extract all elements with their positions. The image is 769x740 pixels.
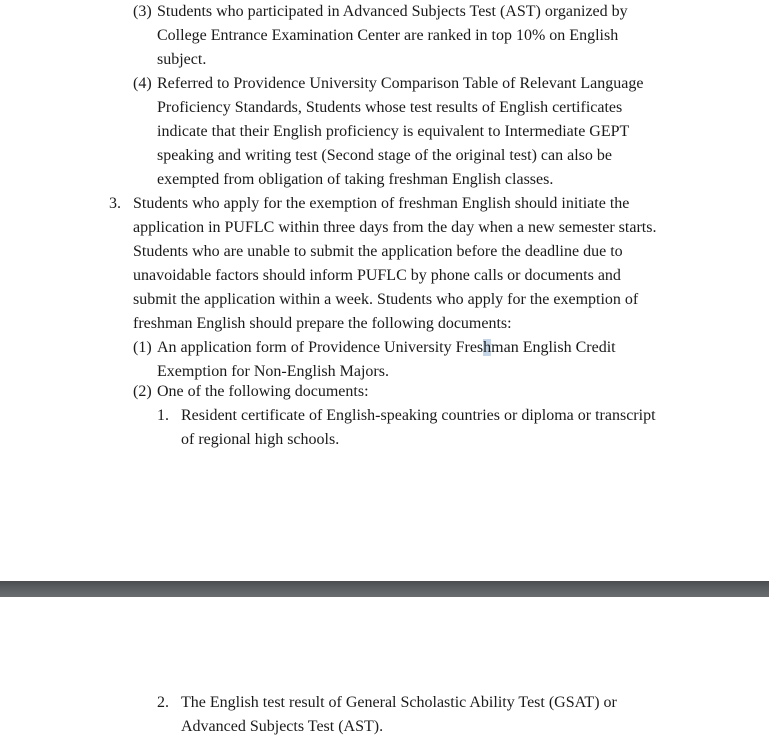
text-line: submit the application within a week. Students who apply for the exemption of	[133, 291, 639, 308]
page-separator	[0, 581, 769, 597]
list-marker: 1.	[157, 407, 169, 424]
text-line: freshman English should prepare the following documents:	[133, 315, 512, 332]
list-marker: 3.	[109, 195, 121, 212]
text-line: of regional high schools.	[181, 431, 340, 448]
text-line: subject.	[157, 51, 207, 68]
text-line: Exemption for Non-English Majors.	[157, 363, 389, 380]
list-marker: 2.	[157, 694, 169, 711]
text-line: Students who apply for the exemption of freshman English should initiate the	[133, 195, 630, 212]
text-line: indicate that their English proficiency is equivalent to Intermediate GEPT	[157, 123, 630, 140]
text-line: Resident certificate of English-speaking countries or diploma or transcript	[181, 407, 656, 424]
text-line: exempted from obligation of taking freshman English classes.	[157, 171, 554, 188]
text-line: unavoidable factors should inform PUFLC by phone calls or documents and	[133, 267, 621, 284]
text-segment: man English Credit	[491, 339, 616, 356]
list-marker: (1)	[133, 339, 152, 356]
text-line: Proficiency Standards, Students whose test results of English certificates	[157, 99, 623, 116]
text-segment: An application form of Providence University Fres	[157, 339, 484, 356]
text-line: The English test result of General Scholastic Ability Test (GSAT) or	[181, 694, 617, 711]
text-line: Students who participated in Advanced Subjects Test (AST) organized by	[157, 3, 628, 20]
text-line: speaking and writing test (Second stage of the original test) can also be	[157, 147, 612, 164]
text-line: Students who are unable to submit the application before the deadline due to	[133, 243, 623, 260]
text-line: Referred to Providence University Comparison Table of Relevant Language	[157, 75, 644, 92]
list-marker: (2)	[133, 383, 152, 400]
text-line	[157, 336, 616, 360]
text-line: One of the following documents:	[157, 383, 369, 400]
text-line: application in PUFLC within three days from the day when a new semester starts.	[133, 219, 657, 236]
list-marker: (3)	[133, 3, 152, 20]
text-line: College Entrance Examination Center are ranked in top 10% on English	[157, 27, 619, 44]
text-selection-highlight: h	[483, 339, 492, 356]
document-page-bottom	[0, 597, 769, 740]
list-marker: (4)	[133, 75, 152, 92]
text-line: Advanced Subjects Test (AST).	[181, 718, 384, 735]
